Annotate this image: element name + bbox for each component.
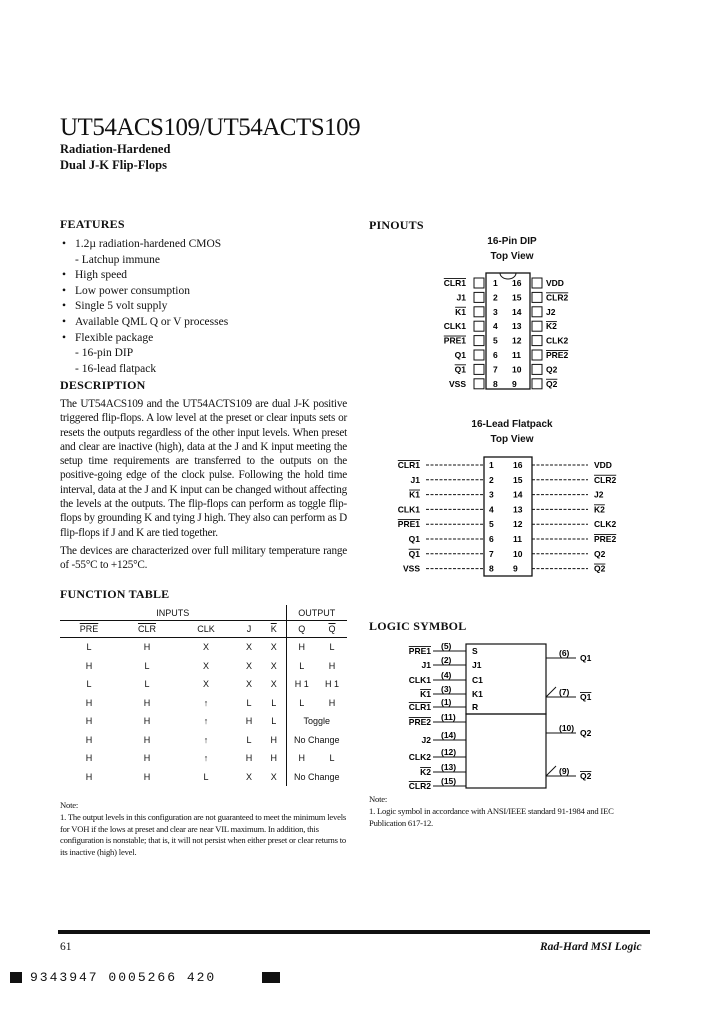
section-title: Rad-Hard MSI Logic [540, 941, 642, 953]
table-cell: H [85, 660, 93, 671]
table-cell: X [202, 679, 209, 690]
dip-pin-box [532, 350, 542, 360]
table-cell: L [144, 679, 150, 690]
table-cell: No Change [293, 734, 340, 745]
logic-output-number: (6) [559, 648, 570, 658]
dip-pin-number: 16 [512, 278, 522, 288]
logic-input-label: CLR2 [408, 781, 431, 791]
table-cell: L [262, 712, 286, 731]
flatpack-view: Top View [490, 434, 534, 445]
table-cell: ↑ [203, 716, 209, 727]
feature-item: • Available QML Q or V processes [62, 315, 352, 331]
column-header: $\overline{Q}$ [317, 621, 347, 638]
description-paragraph-1: The UT54ACS109 and the UT54ACTS109 are dual J-K positive triggered flip-flops. A low level at the preset or clear inputs sets or resets the outputs regardless of the other input levels. When preset and clear are inactive (high), data at the J and K input meeting the setup time requirements are transferred to the outputs on the positive-going edge of the clock pulse. Following the hold time interval, data at the J and K input can be changed without affecting the levels at the outputs. The flip-flops can perform as toggle flip-flops by grounding K and tying J high. They also can perform as D flip-flops if J and K are tied together. [60, 398, 347, 539]
flatpack-pin-number: 2 [489, 474, 494, 485]
dip-pin-label: VSS [448, 378, 466, 389]
table-cell: H [262, 731, 286, 750]
table-cell: L [86, 679, 92, 690]
table-cell: L [329, 753, 335, 764]
logic-output-number: (9) [559, 766, 570, 776]
column-header: Q [286, 621, 317, 638]
column-header: CLK [176, 621, 236, 638]
dip-pin-label: PRE1 [443, 335, 466, 346]
dip-pin-number: 15 [512, 292, 522, 303]
logic-port-label: K1 [472, 689, 483, 699]
feature-item: - 16-lead flatpack [75, 362, 157, 375]
dip-pin-label: Q1 [454, 364, 466, 375]
table-cell: X [202, 660, 209, 671]
dip-pin-box [532, 307, 542, 317]
dip-pin-box [474, 336, 484, 346]
dip-view: Top View [490, 251, 534, 262]
logic-output-number: (10) [559, 723, 575, 733]
logic-output-label: Q1 [580, 692, 592, 702]
logic-note-text: 1. Logic symbol in accordance with ANSI/IEEE standard 91-1984 and IEC Publication 617-12. [369, 805, 614, 828]
table-cell: No Change [293, 771, 340, 782]
flatpack-pin-number: 8 [489, 563, 494, 574]
table-cell: H [143, 697, 151, 708]
dip-pin-label: Q1 [454, 350, 466, 360]
logic-output-label: Q2 [580, 771, 592, 781]
dip-pin-label: PRE2 [546, 350, 569, 360]
logic-input-number: (4) [441, 670, 452, 680]
logic-input-label: J2 [421, 735, 431, 745]
column-header: $\overline{K}$ [262, 621, 286, 638]
dip-pin-box [474, 350, 484, 360]
table-cell: L [299, 660, 305, 671]
flatpack-pin-label: Q2 [594, 548, 606, 559]
table-cell: X [202, 642, 209, 653]
column-header: $\overline{CLR}$ [118, 621, 176, 638]
flatpack-pin-label: CLK2 [594, 519, 617, 530]
features-heading: FEATURES [60, 217, 125, 231]
flatpack-pin-number: 11 [513, 534, 522, 544]
dip-pin-number: 11 [512, 350, 521, 360]
dip-pin-box [532, 292, 542, 302]
flatpack-pin-number: 4 [489, 504, 494, 515]
table-cell: Toggle [303, 716, 331, 727]
feature-item: • 1.2µ radiation-hardened CMOS [62, 237, 352, 253]
subtitle-flipflops: Dual J-K Flip-Flops [60, 158, 167, 172]
table-cell: H [143, 771, 151, 782]
table-cell: H [143, 753, 151, 764]
dip-pin-number: 9 [512, 378, 517, 389]
flatpack-pin-number: 3 [489, 489, 494, 500]
logic-input-label: J1 [421, 660, 431, 670]
description-heading: DESCRIPTION [60, 378, 146, 392]
dip-pin-label: CLK2 [546, 335, 569, 346]
logic-input-label: CLK2 [408, 752, 431, 762]
barcode-text: 9343947 0005266 420 [30, 970, 217, 985]
dip-pin-number: 5 [493, 335, 498, 346]
logic-port-label: S [472, 646, 478, 656]
flatpack-pin-number: 14 [513, 489, 523, 500]
table-cell: H [298, 753, 305, 764]
flatpack-pin-label: J2 [594, 489, 604, 500]
table-cell: H [85, 697, 93, 708]
table-cell: H 1 [324, 679, 339, 690]
table-cell: ↑ [203, 753, 209, 764]
logic-input-label: PRE2 [408, 717, 431, 727]
table-cell: H [328, 697, 336, 708]
table-cell: X [245, 679, 252, 690]
flatpack-pin-label: K2 [594, 504, 605, 515]
logic-input-number: (5) [441, 641, 452, 651]
dip-pin-label: J2 [546, 306, 556, 317]
flatpack-pin-number: 9 [513, 563, 518, 574]
flatpack-pin-label: K1 [409, 489, 420, 500]
flatpack-pin-label: PRE2 [594, 534, 617, 544]
pinouts-heading: PINOUTS [369, 218, 424, 232]
table-cell: H [328, 660, 336, 671]
feature-item: • Flexible package [62, 331, 352, 347]
logic-output-number: (7) [559, 687, 570, 697]
flatpack-pin-number: 1 [489, 460, 494, 470]
logic-output-label: Q2 [580, 728, 592, 738]
dip-pin-label: J1 [456, 292, 466, 303]
feature-item: - Latchup immune [75, 253, 160, 266]
table-cell: X [262, 638, 286, 657]
logic-input-label: CLR1 [408, 702, 431, 712]
logic-input-number: (14) [441, 730, 457, 740]
dip-pin-number: 14 [512, 306, 522, 317]
flatpack-pin-number: 15 [513, 474, 523, 485]
table-cell: X [262, 675, 286, 694]
dip-pin-box [474, 379, 484, 389]
table-cell: H 1 [294, 679, 309, 690]
table-cell: X [262, 657, 286, 676]
dip-pin-box [474, 307, 484, 317]
table-cell: L [144, 660, 150, 671]
dip-pin-label: CLR2 [546, 292, 569, 303]
flatpack-pin-label: Q1 [408, 548, 420, 559]
dip-pin-label: K2 [546, 321, 557, 332]
flatpack-pin-label: J1 [410, 474, 420, 485]
feature-item: • High speed [62, 268, 352, 284]
logic-block-2 [466, 714, 546, 788]
column-header: J [236, 621, 262, 638]
table-cell: L [299, 697, 305, 708]
dip-title: 16-Pin DIP [487, 236, 537, 247]
dip-pin-label: CLK1 [443, 321, 466, 332]
dip-pin-label: VDD [546, 278, 564, 288]
footer-rule [58, 930, 650, 934]
document-title: UT54ACS109/UT54ACTS109 [60, 114, 361, 141]
column-header: $\overline{PRE}$ [60, 621, 118, 638]
table-cell: ↑ [203, 734, 209, 745]
table-cell: X [262, 768, 286, 787]
dip-pin-number: 6 [493, 350, 498, 360]
flatpack-pin-number: 13 [513, 504, 523, 515]
table-cell: ↑ [203, 697, 209, 708]
logic-port-label: C1 [472, 675, 483, 685]
dip-pin-box [532, 278, 542, 288]
table-cell: X [245, 771, 252, 782]
table-cell: L [262, 694, 286, 713]
dip-pin-box [474, 364, 484, 374]
note-heading: Note: [60, 800, 79, 810]
flatpack-pin-number: 10 [513, 548, 523, 559]
subtitle-radiation: Radiation-Hardened [60, 142, 171, 156]
logic-input-number: (12) [441, 747, 457, 757]
table-cell: L [246, 734, 252, 745]
logic-input-number: (15) [441, 776, 457, 786]
dip-pin-number: 13 [512, 321, 522, 332]
logic-input-label: K2 [420, 767, 431, 777]
dip-pin-box [474, 292, 484, 302]
table-cell: L [86, 642, 92, 653]
dip-pin-box [532, 364, 542, 374]
table-cell: H [85, 734, 93, 745]
table-cell: H [85, 716, 93, 727]
flatpack-pin-number: 12 [513, 519, 523, 530]
flatpack-pin-label: CLR1 [397, 460, 420, 470]
logic-output-label: Q1 [580, 653, 592, 663]
feature-item: • Low power consumption [62, 284, 352, 300]
feature-item: - 16-pin DIP [75, 347, 134, 360]
flatpack-pin-label: CLR2 [594, 474, 617, 485]
table-cell: L [329, 642, 335, 653]
flatpack-pin-number: 5 [489, 519, 494, 530]
logic-input-label: K1 [420, 689, 431, 699]
flatpack-pin-number: 6 [489, 534, 494, 544]
dip-pin-number: 8 [493, 378, 498, 389]
barcode-block-right [262, 972, 280, 983]
flatpack-title: 16-Lead Flatpack [471, 419, 553, 430]
dip-pin-box [474, 278, 484, 288]
flatpack-pin-label: Q2 [594, 563, 606, 574]
dip-pin-number: 1 [493, 278, 498, 288]
logic-inverter-mark [546, 687, 556, 697]
dip-pin-label: Q2 [546, 378, 558, 389]
flatpack-pin-number: 7 [489, 548, 494, 559]
logic-inverter-mark [546, 766, 556, 776]
dip-pin-box [532, 321, 542, 331]
logic-symbol-note [369, 794, 639, 829]
table-cell: X [245, 660, 252, 671]
table-cell: H [298, 642, 305, 653]
logic-note-heading: Note: [369, 794, 388, 804]
inputs-group-header: INPUTS [60, 605, 286, 621]
flatpack-pin-label: CLK1 [397, 504, 420, 515]
logic-input-number: (3) [441, 684, 452, 694]
flatpack-pin-label: Q1 [408, 534, 420, 544]
logic-input-number: (13) [441, 762, 457, 772]
table-cell: H [262, 749, 286, 768]
table-cell: L [203, 771, 209, 782]
table-cell: L [246, 697, 252, 708]
dip-pin-number: 12 [512, 335, 522, 346]
table-cell: H [245, 753, 253, 764]
logic-port-label: R [472, 702, 479, 712]
dip-pin-label: Q2 [546, 364, 558, 375]
dip-pin-number: 4 [493, 321, 498, 332]
feature-item: • Single 5 volt supply [62, 299, 352, 315]
dip-pin-box [474, 321, 484, 331]
logic-input-number: (2) [441, 655, 452, 665]
logic-input-label: CLK1 [408, 675, 431, 685]
output-group-header: OUTPUT [286, 605, 347, 621]
logic-input-label: PRE1 [408, 646, 431, 656]
dip-pin-label: K1 [455, 306, 466, 317]
table-cell: H [143, 642, 151, 653]
barcode-block-left [10, 972, 22, 983]
flatpack-pin-number: 16 [513, 460, 523, 470]
table-cell: H [245, 716, 253, 727]
flatpack-pin-label: VSS [402, 563, 420, 574]
description-paragraph-2: The devices are characterized over full military temperature range of -55°C to +125°C. [60, 544, 347, 572]
table-cell: H [85, 771, 93, 782]
logic-input-number: (1) [441, 697, 452, 707]
note-text: 1. The output levels in this configuration are not guaranteed to meet the minimum levels for VOH if the lows at preset and clear are near VIL maximum. In addition, this configuration is nonstable; that is, it will not persist when either preset or clear returns to its inactive (high) level. [60, 811, 347, 858]
logic-input-number: (11) [441, 712, 456, 722]
dip-pin-box [532, 336, 542, 346]
table-cell: H [143, 734, 151, 745]
table-cell: H [85, 753, 93, 764]
logic-port-label: J1 [472, 660, 482, 670]
dip-pin-number: 7 [493, 364, 498, 375]
page-number: 61 [60, 941, 72, 953]
logic-symbol-heading: LOGIC SYMBOL [369, 619, 467, 633]
dip-pin-number: 3 [493, 306, 498, 317]
dip-pin-number: 10 [512, 364, 522, 375]
dip-pin-number: 2 [493, 292, 498, 303]
dip-pin-label: CLR1 [443, 278, 466, 288]
flatpack-pin-label: PRE1 [397, 519, 420, 530]
function-table-heading: FUNCTION TABLE [60, 587, 170, 601]
table-cell: X [245, 642, 252, 653]
table-cell: H [143, 716, 151, 727]
flatpack-pin-label: VDD [594, 460, 612, 470]
dip-pin-box [532, 379, 542, 389]
